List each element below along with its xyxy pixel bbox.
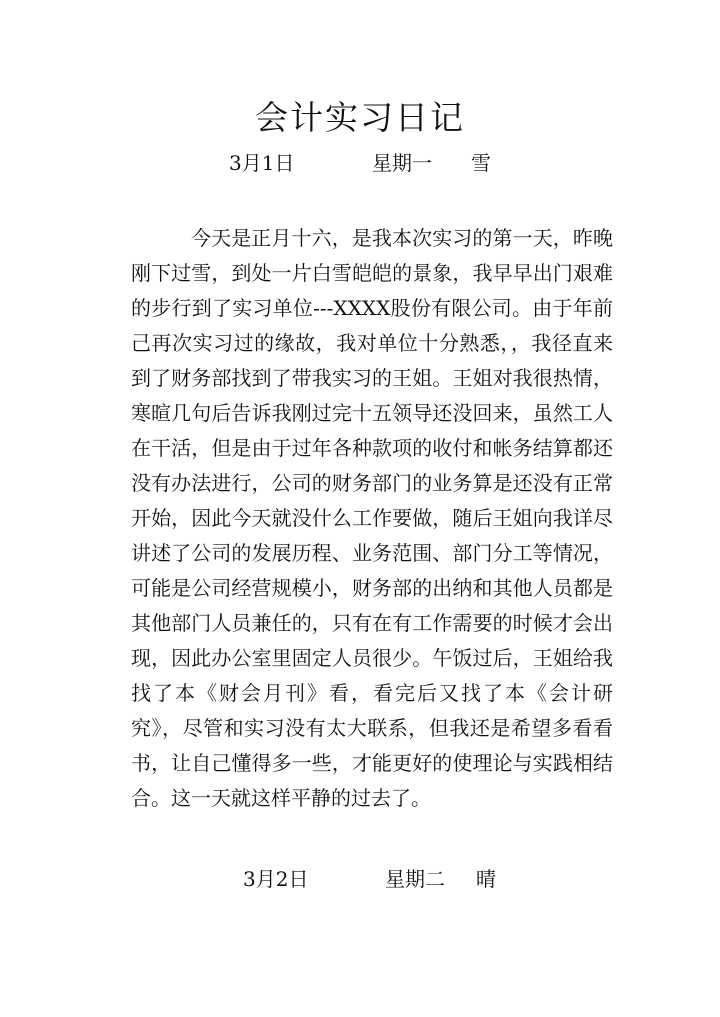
- entry-1-date: 3月1日: [229, 151, 295, 175]
- entry-2-dateline: [0, 866, 720, 892]
- entry-2-weather: 晴: [476, 867, 496, 891]
- entry-1-body: 今天是正月十六，是我本次实习的第一天，昨晚刚下过雪，到处一片白雪皑皑的景象，我早早出门艰难的步行到了实习单位---XXXX股份有限公司。由于年前己再次实习过的缘故，我对单位十分熟悉，，我径直来到了财务部找到了带我实习的王姐。王姐对我很热情，寒暄几句后告诉我刚过完十五领导还没回来，虽然工人在干活，但是由于过年各种款项的收付和帐务结算都还没有办法进行，公司的财务部门的业务算是还没有正常开始，因此今天就没什么工作要做，随后王姐向我详尽讲述了公司的发展历程、业务范围、部门分工等情况，可能是公司经营规模小，财务部的出纳和其他人员都是其他部门人员兼任的，只有在有工作需要的时候才会出现，因此办公室里固定人员很少。午饭过后，王姐给我找了本《财会月刊》看，看完后又找了本《会计研究》，尽管和实习没有太大联系，但我还是希望多看看书，让自己懂得多一些，才能更好的使理论与实践相结合。这一天就这样平静的过去了。: [131, 226, 613, 810]
- entry-2-weekday: 星期二: [385, 867, 445, 891]
- entry-1-dateline: [0, 150, 720, 176]
- page-title: 会计实习日记: [255, 98, 465, 137]
- entry-1-weather: 雪: [471, 151, 491, 175]
- entry-1-weekday: 星期一: [372, 151, 432, 175]
- entry-2-date: 3月2日: [243, 867, 309, 891]
